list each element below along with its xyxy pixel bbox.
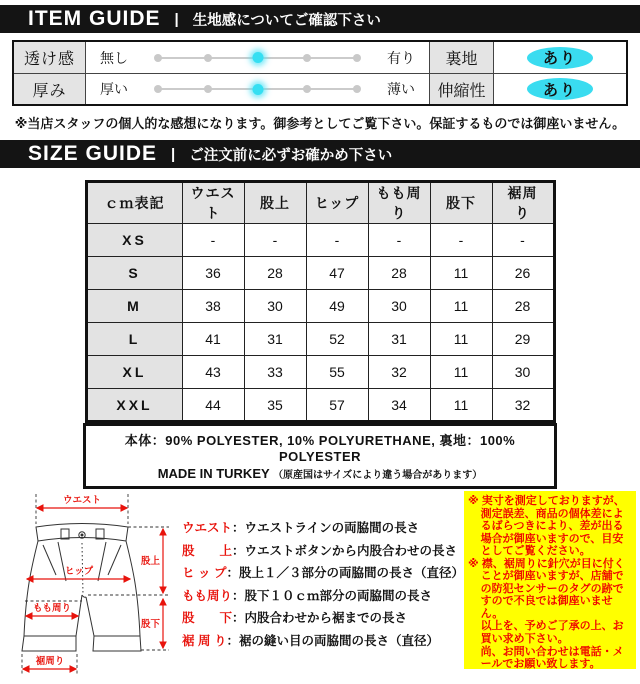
definition-colon: ： [226,566,239,580]
cell-rise: 35 [244,389,306,422]
cell-hip: 49 [306,290,368,323]
definition-rise [182,540,464,563]
definition-desc: ウエストボタンから内股合わせの長さ [244,543,458,558]
notice-paragraph: 尚、お問い合わせは電話・メールでお願い致します。 [480,645,624,671]
size-label: XXL [86,389,182,422]
cell-hem: 28 [492,290,554,323]
cell-waist: 41 [182,323,244,356]
cell-hem: 26 [492,257,554,290]
column-header: 股上 [244,182,306,224]
guide-dashed-lines [22,494,169,676]
column-header: 裾周り [492,182,554,224]
fabric-row-label: 厚み [14,74,86,104]
size-chart-header-row [86,182,554,224]
definition-desc: 裾の縫い目の両脇間の長さ（直径） [238,633,439,648]
table-row-l [86,323,554,356]
column-header: ｃｍ表記 [86,182,182,224]
measure-labels [33,495,160,667]
header-separator: | [171,145,176,163]
cell-inseam: 11 [430,389,492,422]
cell-inseam: 11 [430,323,492,356]
fabric-row-thickness [14,73,626,104]
table-row-m [86,290,554,323]
shorts-outline [22,524,141,652]
stretch-value-cell [494,74,626,104]
size-label: M [86,290,182,323]
cell-waist: 43 [182,356,244,389]
definition-term: 裾 周 り [182,633,227,648]
cell-hem: 30 [492,356,554,389]
cell-inseam: 11 [430,356,492,389]
measurement-notice-box [464,491,636,669]
scale-dot-3-active [252,52,263,63]
shorts-diagram-svg [6,491,178,679]
scale-left-label: 厚い [100,81,128,97]
lining-value-badge: あり [527,47,593,69]
scale-dot-2 [204,54,212,62]
scale-right-label: 薄い [387,81,415,97]
definition-colon: ： [226,633,239,648]
size-guide-subtitle: ご注文前に必ずお確かめ下さい [189,147,393,164]
scale-dot-1 [154,85,162,93]
rise-diagram-label: 股上 [140,556,160,567]
cell-rise: 31 [244,323,306,356]
definition-thigh [182,585,464,608]
fabric-row-sheerness [14,42,626,73]
cell-rise: 30 [244,290,306,323]
definition-colon: ： [232,521,245,535]
cell-rise: 28 [244,257,306,290]
size-label: L [86,323,182,356]
table-row-s [86,257,554,290]
scale-left-label: 無し [100,49,128,66]
measurement-section [0,491,640,684]
size-guide-title: SIZE GUIDE [28,142,158,165]
stretch-label: 伸縮性 [430,74,494,104]
cell-hip: 52 [306,323,368,356]
cell-rise: - [244,224,306,257]
item-guide-header [0,5,640,33]
definition-term: 股 下 [182,611,233,625]
cell-thigh: - [368,224,430,257]
definition-term: ウエスト [182,521,233,535]
scale-dot-5 [353,85,361,93]
fabric-feel-table [12,40,628,106]
column-header: もも周り [368,182,430,224]
definition-hip [182,562,464,585]
definition-colon: ： [232,543,245,558]
scale-dot-2 [204,85,212,93]
table-row-xs [86,224,554,257]
size-chart-table [85,180,556,423]
table-row-xxl [86,389,554,422]
hem-diagram-label: 裾周り [35,656,65,667]
cell-thigh: 30 [368,290,430,323]
cell-inseam: 11 [430,257,492,290]
definition-desc: ウエストラインの両脇間の長さ [244,521,420,535]
material-info-box [83,423,557,489]
cell-waist: - [182,224,244,257]
scale-dot-3-active [252,84,263,95]
definition-desc: 内股合わせから裾までの長さ [244,611,408,625]
cell-hem: 29 [492,323,554,356]
cell-thigh: 31 [368,323,430,356]
table-row-xl [86,356,554,389]
scale-track [158,51,357,65]
made-in-text: MADE IN TURKEY [157,466,270,481]
cell-thigh: 34 [368,389,430,422]
cell-hip: - [306,224,368,257]
size-label: S [86,257,182,290]
waist-diagram-label: ウエスト [62,495,102,506]
measurement-definitions [178,491,464,684]
item-guide-subtitle: 生地感についてご確認下さい [192,12,381,29]
cell-waist: 36 [182,257,244,290]
hip-diagram-label: ヒップ [64,566,94,577]
cell-hip: 55 [306,356,368,389]
definition-term: 股 上 [182,543,233,558]
size-guide-header [0,140,640,168]
scale-right-label: 有り [387,49,415,66]
cell-waist: 38 [182,290,244,323]
size-label: XS [86,224,182,257]
scale-dot-4 [303,85,311,93]
scale-dot-4 [303,54,311,62]
item-guide-title: ITEM GUIDE [28,7,161,30]
staff-disclaimer: ※当店スタッフの個人的な感想になります。御参考としてご覧下さい。保証するものでは御座いません。 [14,116,626,131]
stretch-value-badge: あり [527,78,593,100]
column-header: ウエスト [182,182,244,224]
definition-desc: 股上１／３部分の両脇間の長さ（直径） [238,566,464,580]
definition-waist [182,517,464,540]
definition-inseam [182,607,464,630]
column-header: ヒップ [306,182,368,224]
cell-hem: - [492,224,554,257]
definition-term: もも周り [182,588,233,603]
definition-hem [182,630,464,653]
cell-inseam: 11 [430,290,492,323]
cell-inseam: - [430,224,492,257]
origin-note: （原産国はサイズにより違う場合があります） [273,470,483,481]
thickness-scale [86,74,430,104]
lining-label: 裏地 [430,42,494,73]
lining-value-cell [494,42,626,73]
sheerness-scale [86,42,430,73]
scale-track [158,82,357,96]
cell-hem: 32 [492,389,554,422]
definition-desc: 股下１０ｃｍ部分の両脇間の長さ [244,588,433,603]
definition-colon: ： [232,611,245,625]
cell-waist: 44 [182,389,244,422]
cell-rise: 33 [244,356,306,389]
scale-dot-5 [353,54,361,62]
cell-hip: 57 [306,389,368,422]
fabric-row-label: 透け感 [14,42,86,73]
cell-hip: 47 [306,257,368,290]
inseam-diagram-label: 股下 [140,619,160,630]
cell-thigh: 32 [368,356,430,389]
header-separator: | [174,10,179,28]
material-composition: 本体：90% POLYESTER, 10% POLYURETHANE, 裏地：100% POLYESTER [124,433,516,464]
definition-colon: ： [232,588,245,603]
shorts-measurement-diagram [6,491,178,684]
notice-paragraph: ※ 襟、裾周りに針穴が目に付くことが御座いますが、店舗での防犯センサーのタグの跡ですので不良では御座いません。 [467,557,625,620]
notice-paragraph: ※ 実寸を測定しておりますが、測定誤差、商品の個体差によるばらつきにより、差が出る場合が御座いますので、目安としてご覧ください。 [467,495,625,558]
cell-thigh: 28 [368,257,430,290]
scale-dot-1 [154,54,162,62]
size-label: XL [86,356,182,389]
thigh-diagram-label: もも周り [32,603,72,614]
notice-paragraph: 以上を、予めご了承の上、お買い求め下さい。 [480,620,624,646]
column-header: 股下 [430,182,492,224]
country-of-origin [86,466,554,481]
definition-term: ヒ ッ プ [182,566,227,580]
